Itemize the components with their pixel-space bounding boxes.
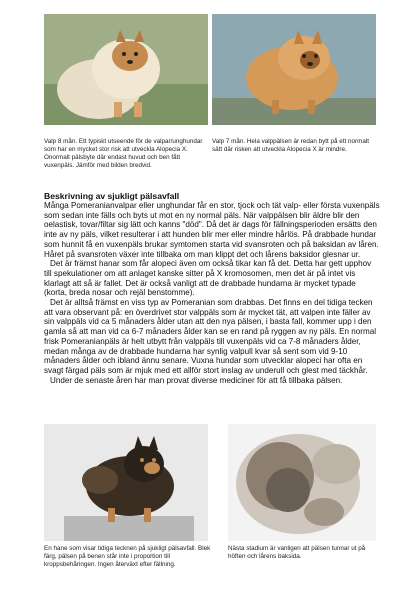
section-heading: Beskrivning av sjukligt pälsavfall [44, 191, 180, 201]
article-body [44, 201, 380, 385]
photo-male-early-signs [44, 424, 208, 541]
caption-thinning-coat: Nästa stadium är vanligen att pälsen tunnar ut på höften och lårens baksida. [228, 545, 366, 561]
photo-thinning-coat [228, 424, 376, 541]
paragraph: Många Pomeranianvalpar eller unghundar får en stor, tjock och tät valp- eller första vuxenpäls som sedan inte fälls och byts ut mot en ny normal päls. När valppälsen blir äldre blir den oelastisk, tovar/filtar sig lätt och kanns "död". Då det är dags för fällningsperioden ersätts den inte av ny päls, vilket resulterar i att hunden blir mer eller mindre hårlös. På drabbade hundar som hunnit få en vuxenpäls brukar symtomen starta vid svansroten och på baksidan av låren. Håret på svansroten växer inte tillbaka om man klippt det och lårens baksidor glesnar ur. [44, 201, 380, 259]
caption-male-early-signs: En hane som visar tidiga tecknen på sjukligt pälsavfall. Blek färg, pälsen på benen står inte i proportion till kroppsbehåringen. Ingen återväxt efter fällning. [44, 545, 211, 569]
photo-puppy-7-months [212, 14, 376, 125]
caption-puppy-8-months: Valp 8 mån. Ett typiskt utseende för de valpar/unghundar som har en mycket stor risk att utveckla Alopecia X. Onormalt pälsbyte där endast huvud och ben fått vuxenpäls. Jämför med bilden bredvid. [44, 138, 203, 170]
caption-puppy-7-months: Valp 7 mån. Hela valppälsen är redan bytt på ett normalt sätt där risken att utveckla Alopecia X är mindre. [212, 138, 370, 154]
paragraph: Det är alltså främst en viss typ av Pomeranian som drabbas. Det finns en del tidiga tecken att vara observant på: en överdrivet stor valppäls som är mycket tät, att valpen inte fäller av sin valppäls vid ca 5 månaders ålder utan att den nya pälsen, i basta fall, kommer upp i den gamla så att man vid ca 6-7 månaders ålder kan se en rand på ryggen av ny päls. En normal frisk Pomeranianpäls är helt utbytt från valppäls till vuxenpäls vid ca 7-8 månaders ålder, medan många av de drabbade hundarna har synlig valpull kvar så sent som vid 9-10 månaders ålder och ibland ännu senare. Vuxna hundar som utvecklar alopeci har ofta en svagt färgad päls som är mjuk med ett allför stort inslag av underull och glest med täckhår. [44, 298, 377, 375]
photo-puppy-8-months [44, 14, 208, 125]
paragraph: Under de senaste åren har man provat diverse mediciner för att få tillbaka pälsen. [50, 375, 343, 385]
paragraph: Det är främst hanar som får alopeci även om också tikar kan få det. Detta har gett upphov till spekulationer om att anlaget kanske sitter på X kromosomen, men det är på intet vis klarlagt att så är fallet. Det är också vanligt att de drabbade hundarna är mycket typade (korta, breda nosar och rejäl benstomme). [44, 259, 372, 298]
